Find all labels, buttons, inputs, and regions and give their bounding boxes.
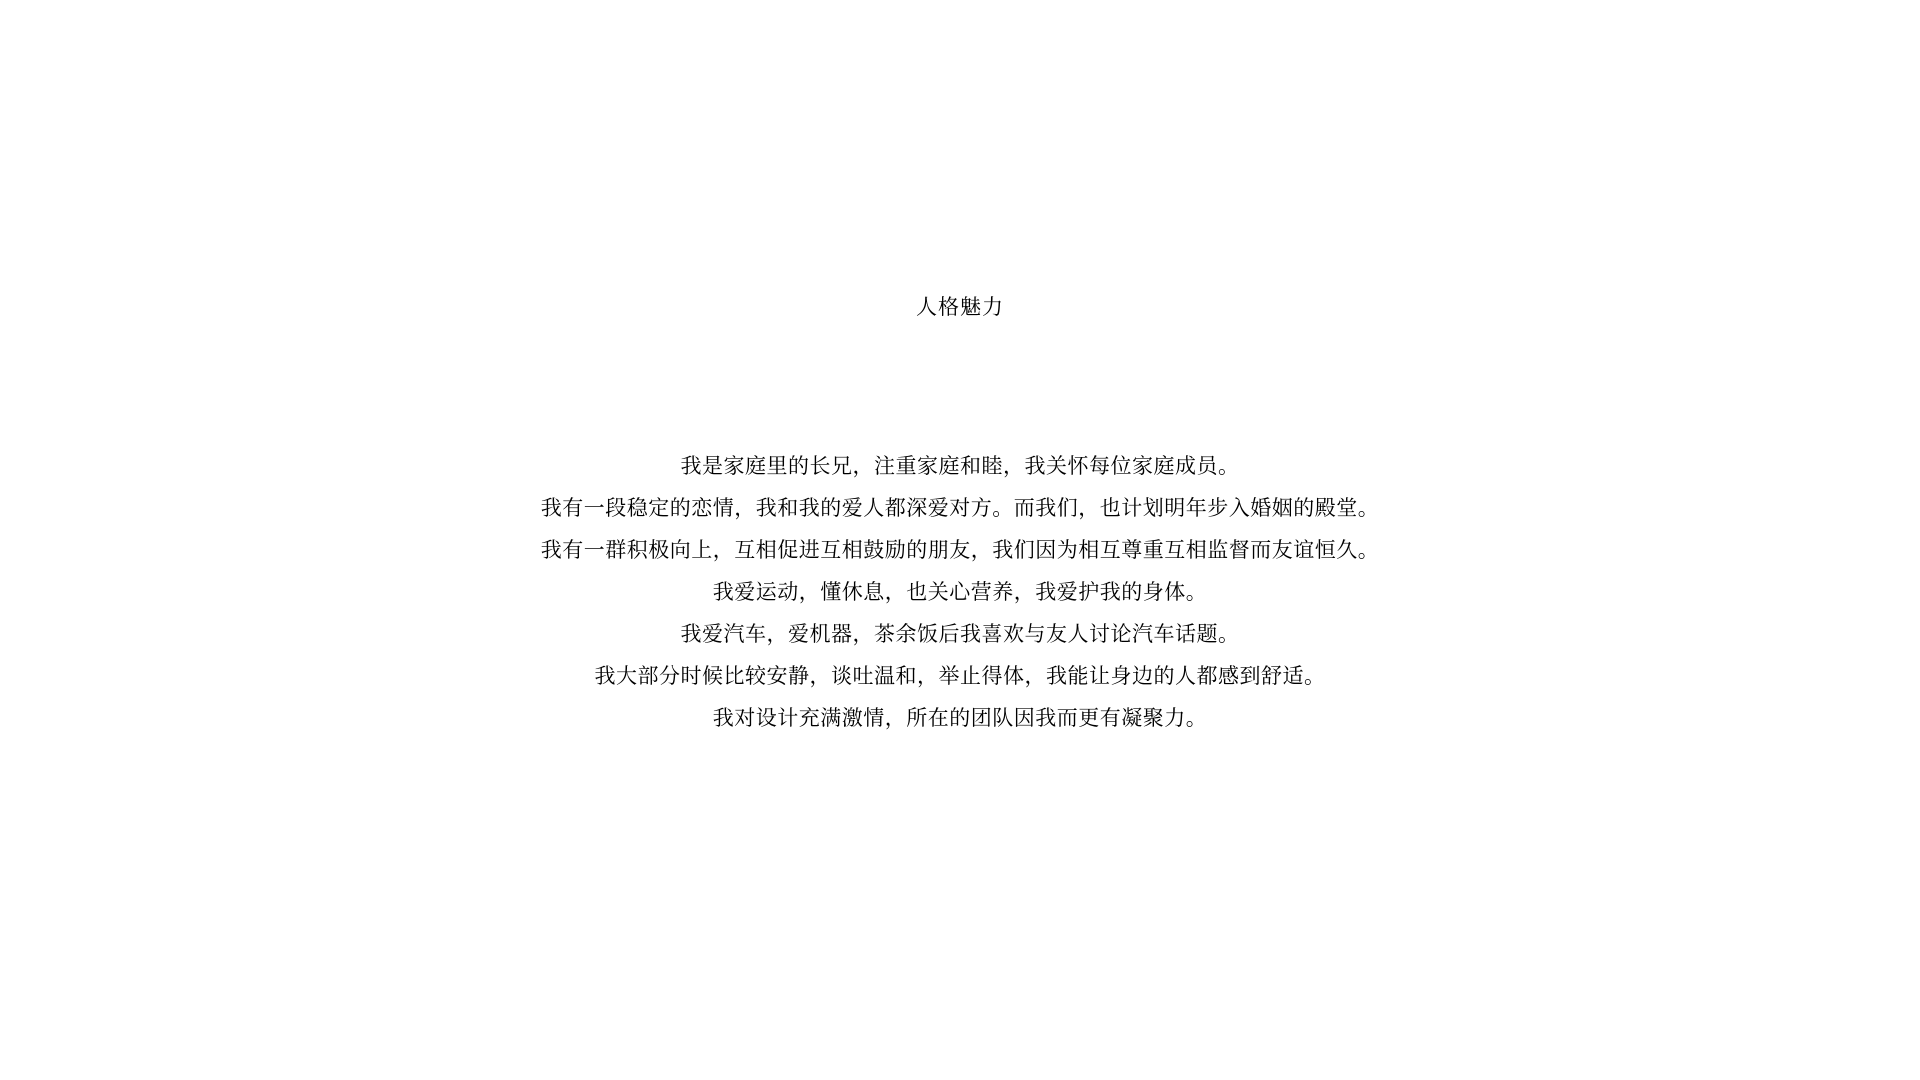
document-body bbox=[0, 445, 1920, 739]
body-line: 我有一群积极向上，互相促进互相鼓励的朋友，我们因为相互尊重互相监督而友谊恒久。 bbox=[540, 538, 1380, 562]
body-line: 我对设计充满激情，所在的团队因我而更有凝聚力。 bbox=[712, 706, 1208, 730]
body-line: 我爱运动，懂休息，也关心营养，我爱护我的身体。 bbox=[712, 580, 1208, 604]
body-line: 我是家庭里的长兄，注重家庭和睦，我关怀每位家庭成员。 bbox=[680, 454, 1240, 478]
body-line: 我有一段稳定的恋情，我和我的爱人都深爱对方。而我们，也计划明年步入婚姻的殿堂。 bbox=[540, 496, 1380, 520]
body-line: 我爱汽车，爱机器，茶余饭后我喜欢与友人讨论汽车话题。 bbox=[680, 622, 1240, 646]
body-line: 我大部分时候比较安静，谈吐温和，举止得体，我能让身边的人都感到舒适。 bbox=[594, 664, 1326, 688]
page-title: 人格魅力 bbox=[916, 295, 1004, 319]
